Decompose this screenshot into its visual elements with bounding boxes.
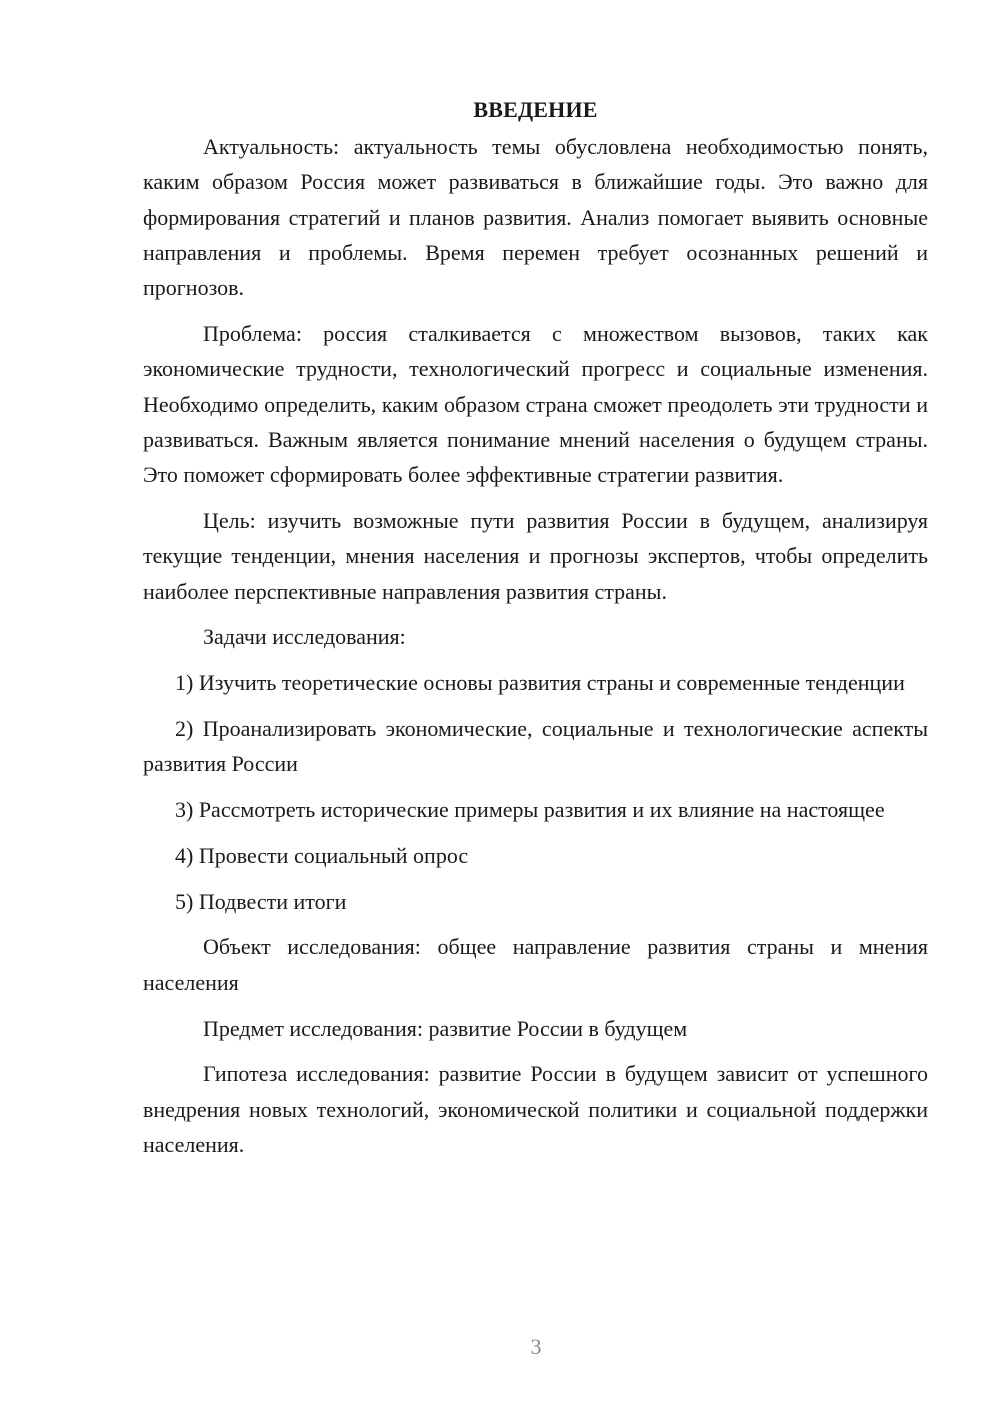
task-item-1: 1) Изучить теоретические основы развития страны и современные тенденции [175, 670, 905, 696]
section-title: ВВЕДЕНИЕ [473, 97, 598, 122]
task-item-2: 2) Проанализировать экономические, социальные и технологические аспекты развития России [143, 715, 928, 777]
page-number: 3 [530, 1334, 542, 1359]
task-item-3: 3) Рассмотреть исторические примеры развития и их влияние на настоящее [175, 797, 885, 823]
object-paragraph: Объект исследования: общее направление развития страны и мнения населения [143, 934, 928, 995]
relevance-paragraph: Актуальность: актуальность темы обусловлена необходимостью понять, каким образом Россия может развиваться в ближайшие годы. Это важно для формирования стратегий и планов развития. Анализ помогает выявить основные направления и проблемы. Время перемен требует осознанных решений и прогнозов. [143, 134, 928, 301]
tasks-heading: Задачи исследования: [203, 624, 406, 650]
problem-paragraph: Проблема: россия сталкивается с множеством вызовов, таких как экономические трудности, технологический прогресс и социальные изменения. Необходимо определить, каким образом страна сможет преодолеть эти трудности и развиваться. Важным является понимание мнений населения о будущем страны. Это поможет сформировать более эффективные стратегии развития. [143, 320, 928, 488]
hypothesis-paragraph: Гипотеза исследования: развитие России в будущем зависит от успешного внедрения новых технологий, экономической политики и социальной поддержки населения. [143, 1061, 928, 1157]
goal-paragraph: Цель: изучить возможные пути развития России в будущем, анализируя текущие тенденции, мнения населения и прогнозы экспертов, чтобы определить наиболее перспективные направления развития страны. [143, 507, 928, 604]
subject-paragraph: Предмет исследования: развитие России в будущем [203, 1015, 688, 1041]
task-item-4: 4) Провести социальный опрос [175, 842, 469, 868]
page-content [143, 92, 928, 1173]
task-item-5: 5) Подвести итоги [175, 888, 347, 914]
